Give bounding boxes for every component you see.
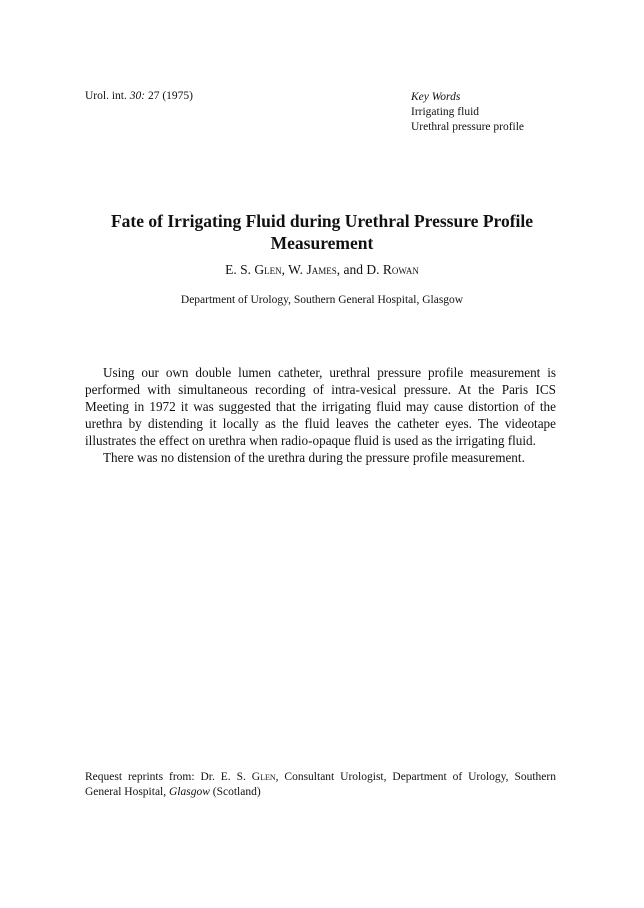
abstract-paragraph: Using our own double lumen catheter, urethral pressure profile measurement is performed with simultaneous recording of intra-vesical pressure. At the Paris ICS Meeting in 1972 it was suggested that the irrigating fluid may cause distortion of the urethra by distending it locally as the fluid leaves the catheter eyes. The videotape illustrates the effect on urethra when radio-opaque fluid is used as the irrigating fluid. bbox=[85, 365, 556, 448]
journal-name: Urol. int. bbox=[85, 90, 130, 102]
journal-citation bbox=[85, 90, 193, 102]
author-surname: James bbox=[306, 262, 337, 277]
abstract bbox=[85, 364, 556, 466]
author-surname: Glen bbox=[254, 262, 282, 277]
keyword-item: Urethral pressure profile bbox=[411, 121, 525, 133]
author-surname: Rowan bbox=[382, 262, 419, 277]
reprint-request: Request reprints from: Dr. E. S. Glen, Consultant Urologist, Department of Urology, Southern General Hospital, Glasgow (Scotland) bbox=[85, 771, 556, 798]
author-list: E. S. Glen, W. James, and D. Rowan bbox=[225, 262, 419, 277]
affiliation: Department of Urology, Southern General Hospital, Glasgow bbox=[180, 294, 464, 306]
keyword-item: Irrigating fluid bbox=[411, 106, 480, 118]
journal-pages-year: 27 (1975) bbox=[145, 90, 193, 102]
keywords-block bbox=[411, 90, 524, 135]
article-title: Fate of Irrigating Fluid during Urethral Pressure Profile Measurement bbox=[110, 211, 534, 253]
keywords-heading: Key Words bbox=[411, 91, 461, 103]
journal-volume: 30: bbox=[129, 90, 146, 102]
abstract-paragraph: There was no distension of the urethra during the pressure profile measurement. bbox=[103, 450, 525, 465]
